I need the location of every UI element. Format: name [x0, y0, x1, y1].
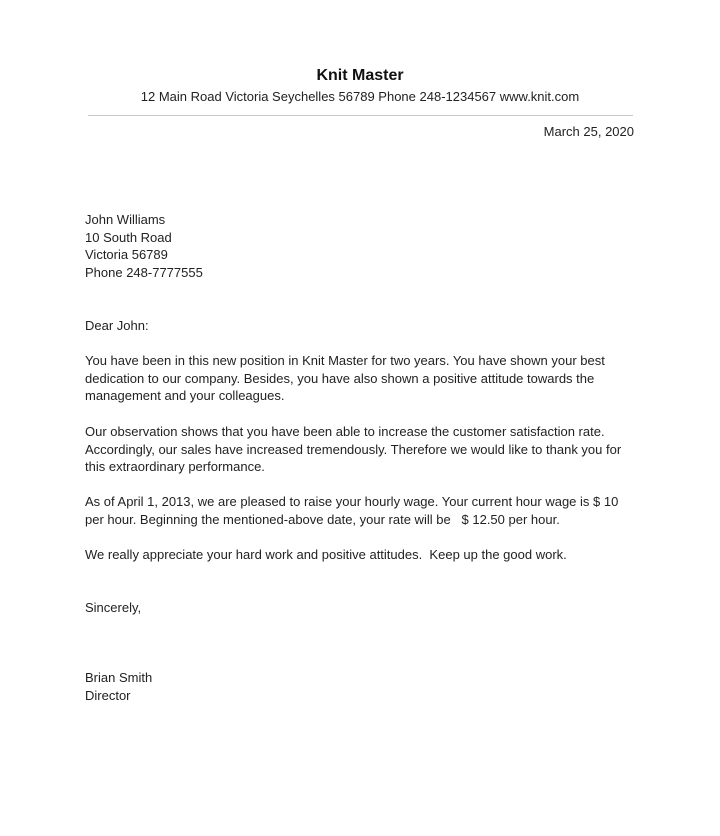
- body-paragraph-appreciation: We really appreciate your hard work and positive attitudes. Keep up the good work.: [85, 547, 567, 562]
- salutation: Dear John:: [85, 318, 149, 333]
- body-paragraph-position: You have been in this new position in Knit Master for two years. You have shown your best dedication to our company. Besides, you have also shown a positive attitude towards the management and your colleagues.: [85, 353, 605, 404]
- signer-name: Brian Smith: [85, 670, 153, 685]
- recipient-street: 10 South Road: [85, 229, 172, 245]
- letter-date: March 25, 2020: [543, 124, 634, 139]
- recipient-phone: Phone 248-7777555: [85, 264, 203, 280]
- recipient-city: Victoria 56789: [85, 247, 168, 263]
- signer-title: Director: [85, 687, 131, 703]
- company-address: 12 Main Road Victoria Seychelles 56789 Phone 248-1234567 www.knit.com: [140, 89, 580, 104]
- body-paragraph-wage-raise: As of April 1, 2013, we are pleased to raise your hourly wage. Your current hour wage is $ 10 per hour. Beginning the mentioned-above date, your rate will be $ 12.50 per hour.: [85, 494, 622, 527]
- company-name: Knit Master: [316, 67, 404, 84]
- header-divider: [88, 115, 633, 116]
- closing: Sincerely,: [85, 600, 142, 615]
- body-paragraph-observation: Our observation shows that you have been able to increase the customer satisfaction rate. Accordingly, our sales have increased tremendously. Therefore we would like to thank you for this extraordinary performance.: [85, 424, 622, 475]
- recipient-name: John Williams: [85, 212, 166, 227]
- recipient-address-block: [85, 211, 203, 281]
- signature-block: [85, 669, 152, 704]
